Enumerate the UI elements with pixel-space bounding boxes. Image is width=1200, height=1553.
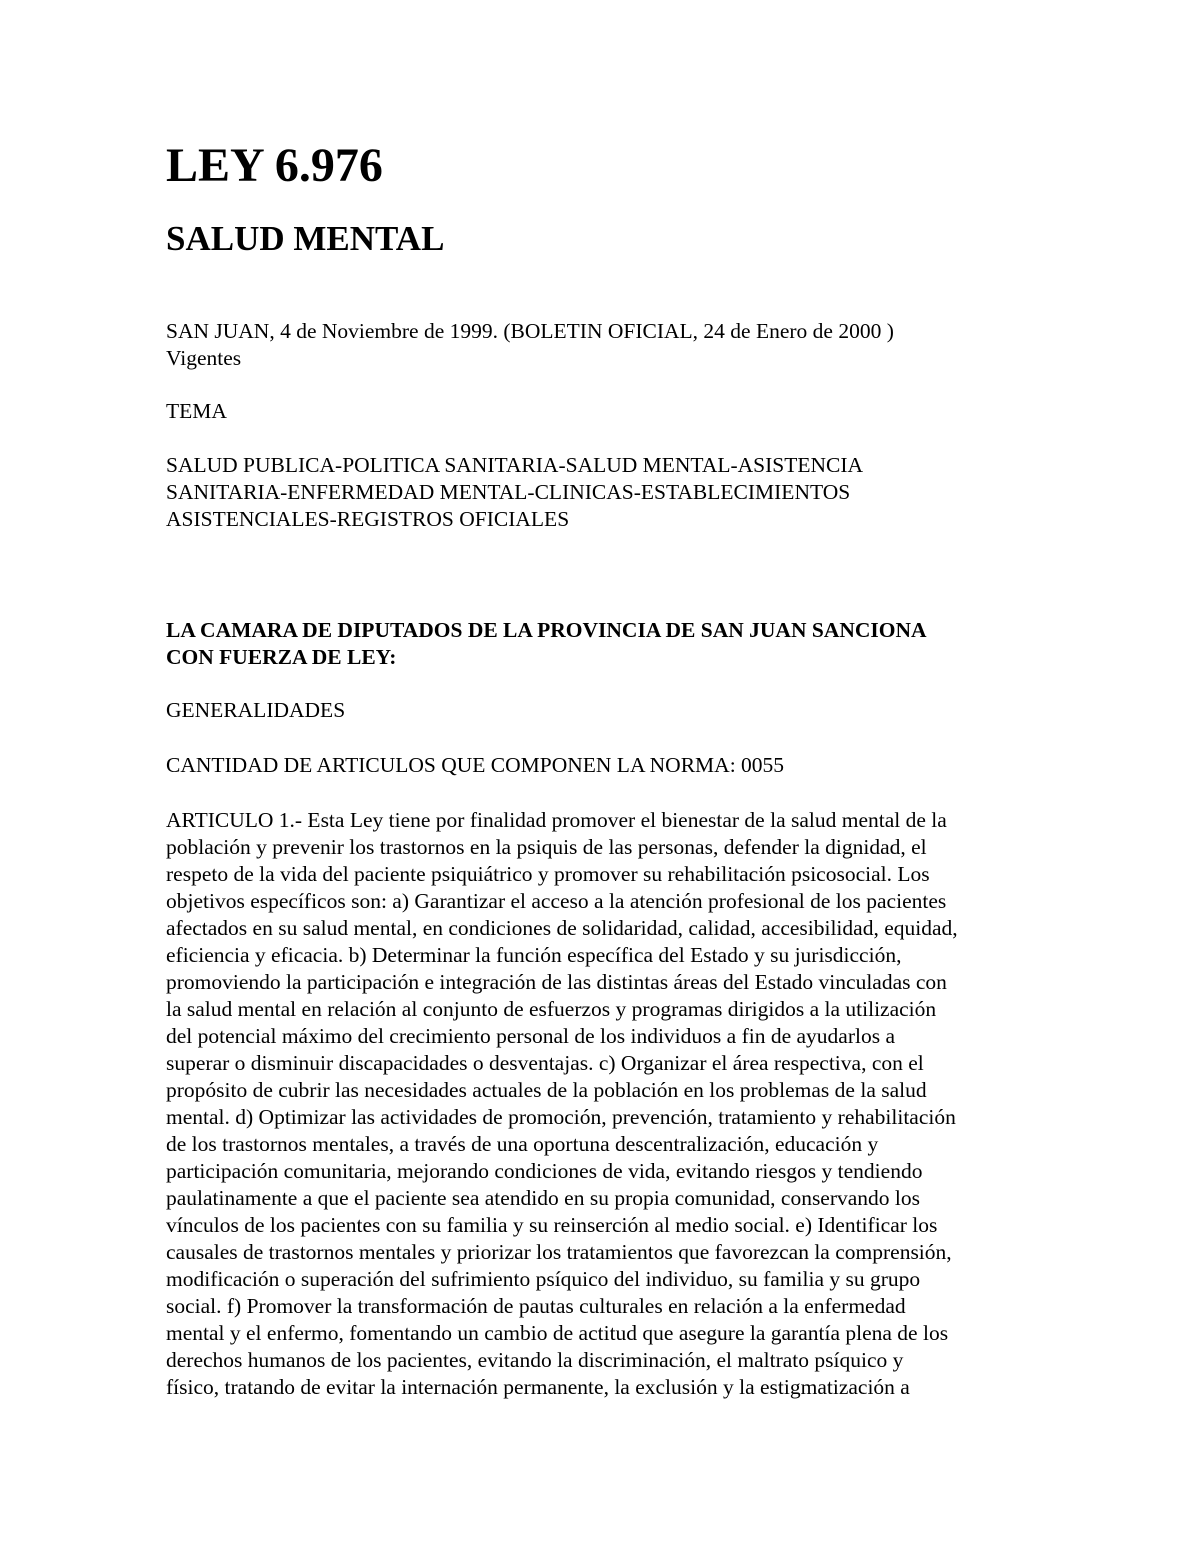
article-line: superar o disminuir discapacidades o desventajas. c) Organizar el área respectiva, con el [166, 1051, 924, 1075]
article-line: causales de trastornos mentales y priorizar los tratamientos que favorezcan la comprensión, [166, 1240, 952, 1264]
article-line: promoviendo la participación e integración de las distintas áreas del Estado vinculadas con [166, 970, 947, 994]
article-line: propósito de cubrir las necesidades actuales de la población en los problemas de la salud [166, 1078, 927, 1102]
section-heading: GENERALIDADES [166, 698, 346, 722]
dateline-line: Vigentes [166, 346, 242, 370]
tema-list [166, 452, 1036, 533]
enacting-line: LA CAMARA DE DIPUTADOS DE LA PROVINCIA DE SAN JUAN SANCIONA [166, 618, 927, 642]
article-line: afectados en su salud mental, en condiciones de solidaridad, calidad, accesibilidad, equidad, [166, 916, 958, 940]
article-line: de los trastornos mentales, a través de una oportuna descentralización, educación y [166, 1132, 879, 1156]
article-line: del potencial máximo del crecimiento personal de los individuos a fin de ayudarlos a [166, 1024, 895, 1048]
tema-line: ASISTENCIALES-REGISTROS OFICIALES [166, 507, 570, 531]
article-line: mental. d) Optimizar las actividades de promoción, prevención, tratamiento y rehabilitación [166, 1105, 956, 1129]
enacting-line: CON FUERZA DE LEY: [166, 645, 397, 669]
article-line: físico, tratando de evitar la internación permanente, la exclusión y la estigmatización a [166, 1375, 910, 1399]
article-line: la salud mental en relación al conjunto de esfuerzos y programas dirigidos a la utilización [166, 997, 937, 1021]
article-line: población y prevenir los trastornos en la psiquis de las personas, defender la dignidad, el [166, 835, 927, 859]
article-line: objetivos específicos son: a) Garantizar el acceso a la atención profesional de los pacientes [166, 889, 947, 913]
dateline [166, 318, 1036, 372]
article-line: mental y el enfermo, fomentando un cambio de actitud que asegure la garantía plena de los [166, 1321, 949, 1345]
enacting-clause [166, 617, 1036, 671]
article-line: vínculos de los pacientes con su familia y su reinserción al medio social. e) Identificar los [166, 1213, 938, 1237]
law-subtitle: SALUD MENTAL [166, 219, 445, 258]
article-1 [166, 807, 1036, 1401]
dateline-line: SAN JUAN, 4 de Noviembre de 1999. (BOLETIN OFICIAL, 24 de Enero de 2000 ) [166, 319, 894, 343]
tema-line: SANITARIA-ENFERMEDAD MENTAL-CLINICAS-ESTABLECIMIENTOS [166, 480, 851, 504]
article-line: social. f) Promover la transformación de pautas culturales en relación a la enfermedad [166, 1294, 906, 1318]
article-line: derechos humanos de los pacientes, evitando la discriminación, el maltrato psíquico y [166, 1348, 904, 1372]
tema-line: SALUD PUBLICA-POLITICA SANITARIA-SALUD MENTAL-ASISTENCIA [166, 453, 864, 477]
law-title: LEY 6.976 [166, 139, 383, 192]
article-line: participación comunitaria, mejorando condiciones de vida, evitando riesgos y tendiendo [166, 1159, 923, 1183]
article-line: respeto de la vida del paciente psiquiátrico y promover su rehabilitación psicosocial. Los [166, 862, 930, 886]
article-line: ARTICULO 1.- Esta Ley tiene por finalidad promover el bienestar de la salud mental de la [166, 808, 947, 832]
article-line: modificación o superación del sufrimiento psíquico del individuo, su familia y su grupo [166, 1267, 921, 1291]
article-line: paulatinamente a que el paciente sea atendido en su propia comunidad, conservando los [166, 1186, 921, 1210]
article-line: eficiencia y eficacia. b) Determinar la función específica del Estado y su jurisdicción, [166, 943, 902, 967]
tema-label: TEMA [166, 399, 227, 423]
article-count: CANTIDAD DE ARTICULOS QUE COMPONEN LA NORMA: 0055 [166, 753, 785, 777]
